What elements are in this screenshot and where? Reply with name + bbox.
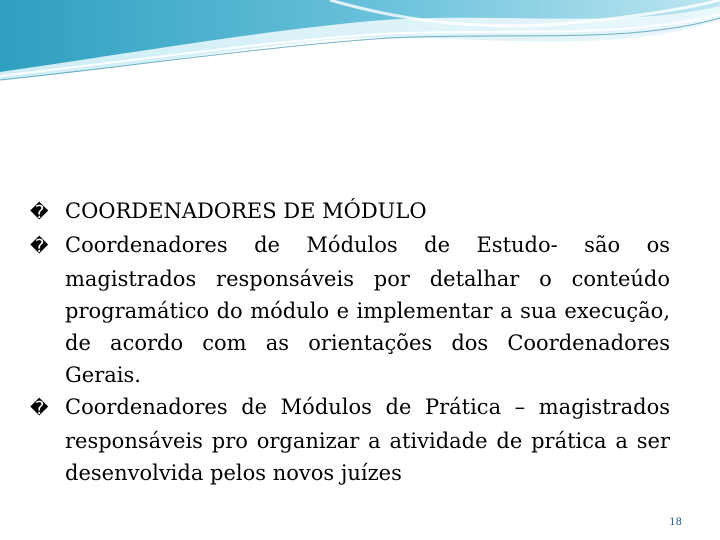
bullet-item-estudo (30, 229, 670, 391)
bullet-icon: � (30, 398, 49, 419)
bullet-icon: � (30, 236, 49, 257)
bullet-item-estudo-text: Coordenadores de Módulos de Estudo- são os magistrados responsáveis por detalhar o conteúdo programático do módulo e implementar a sua execução, de acordo com as orientações dos Coordenadores Gerais. (65, 233, 670, 387)
bullet-item-pratica-text: Coordenadores de Módulos de Prática – magistrados responsáveis pro organizar a atividade de prática a ser desenvolvida pelos novos juízes (65, 395, 670, 485)
bullet-icon: � (30, 202, 49, 223)
slide-content (30, 195, 670, 489)
header-wave-decoration (0, 0, 720, 90)
bullet-item-title (30, 195, 670, 229)
page-number: 18 (669, 517, 682, 528)
bullet-item-title-text: COORDENADORES DE MÓDULO (65, 199, 427, 223)
bullet-item-pratica (30, 391, 670, 489)
